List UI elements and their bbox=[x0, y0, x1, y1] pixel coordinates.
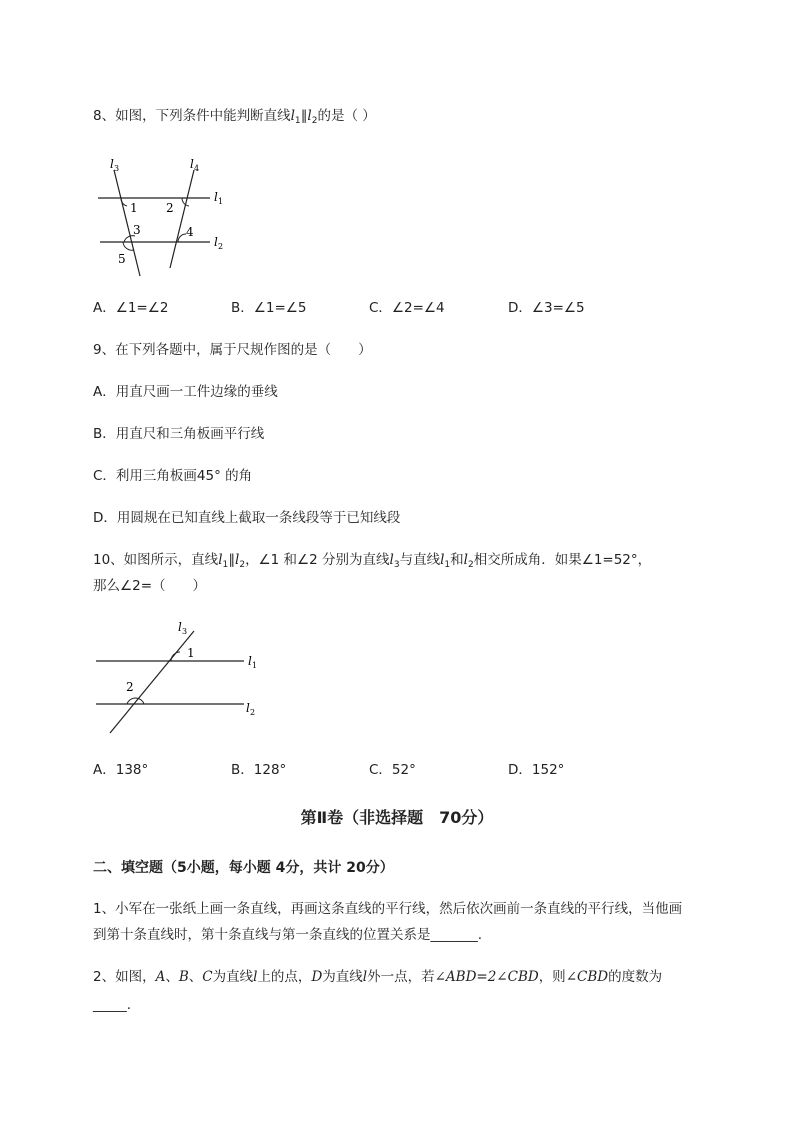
q10-angle-label-1: 1 bbox=[187, 646, 195, 660]
q8-angle-label-1: 1 bbox=[130, 201, 138, 215]
q8-figure bbox=[90, 150, 240, 280]
q10-label-l3-sub: 3 bbox=[182, 627, 188, 636]
q8-angle-label-2: 2 bbox=[166, 201, 174, 215]
q10-option-c: C．52° bbox=[369, 762, 416, 778]
f1-line1: 1、小军在一张纸上画一条直线，再画这条直线的平行线，然后依次画前一条直线的平行线，当他画 bbox=[93, 901, 683, 917]
q8-label-l1-sub: 1 bbox=[218, 197, 224, 206]
q10-figure bbox=[90, 615, 270, 745]
q8-line-l4 bbox=[170, 170, 194, 268]
q8-angle-label-4: 4 bbox=[186, 225, 194, 239]
q8-label-l3-sub: 3 bbox=[114, 164, 120, 173]
q8-angle-label-3: 3 bbox=[133, 223, 141, 237]
q8-label-l3: l bbox=[110, 157, 114, 171]
q8-option-d: D．∠3=∠5 bbox=[508, 300, 585, 316]
q10-option-d: D．152° bbox=[508, 762, 565, 778]
q8-angle-arc-1 bbox=[121, 198, 127, 206]
f1-line2: 到第十条直线时，第十条直线与第一条直线的位置关系是_______. bbox=[93, 927, 483, 943]
q8-label-l2: l bbox=[214, 235, 218, 249]
q9-option-a: A．用直尺画一工件边缘的垂线 bbox=[93, 384, 278, 400]
q8-option-c: C．∠2=∠4 bbox=[369, 300, 445, 316]
q10-label-l1: l bbox=[248, 654, 252, 668]
q8-label-l2-sub: 2 bbox=[218, 242, 224, 251]
q10-label-l2-sub: 2 bbox=[250, 708, 256, 717]
q8-stem: 8、如图，下列条件中能判断直线$l_1\parallel l_2$的是（ ） bbox=[93, 108, 376, 126]
q10-angle-arc-1 bbox=[171, 652, 180, 661]
q10-label-l2: l bbox=[246, 701, 250, 715]
q8-angle-label-5: 5 bbox=[118, 252, 126, 266]
q8-option-b: B．∠1=∠5 bbox=[231, 300, 307, 316]
q10-label-l3: l bbox=[178, 620, 182, 634]
q8-option-a: A．∠1=∠2 bbox=[93, 300, 169, 316]
q9-option-b: B．用直尺和三角板画平行线 bbox=[93, 426, 265, 442]
q9-option-c: C．利用三角板画45° 的角 bbox=[93, 468, 253, 484]
q10-angle-arc-2 bbox=[127, 698, 144, 704]
section-heading: 二、填空题（5小题，每小题 4分，共计 20分） bbox=[93, 860, 394, 876]
f2-line2: _____. bbox=[93, 997, 132, 1013]
q8-angle-arc-4 bbox=[178, 234, 186, 242]
q8-angle-arc-2 bbox=[182, 198, 189, 206]
q10-option-b: B．128° bbox=[231, 762, 287, 778]
q8-label-l1: l bbox=[214, 190, 218, 204]
q10-option-a: A．138° bbox=[93, 762, 149, 778]
q10-angle-label-2: 2 bbox=[126, 680, 134, 694]
q8-label-l4-sub: 4 bbox=[194, 164, 200, 173]
q9-option-d: D．用圆规在已知直线上截取一条线段等于已知线段 bbox=[93, 510, 401, 526]
q10-line-l3 bbox=[110, 631, 194, 733]
q10-stem-line2: 那么∠2=（ ） bbox=[93, 578, 207, 594]
q9-stem: 9、在下列各题中，属于尺规作图的是（ ） bbox=[93, 342, 372, 358]
q10-stem-line1: 10、如图所示，直线$l_1\parallel l_2$，∠1 和∠2 分别为直线$l_3$与直线$l_1$和$l_2$相交所成角．如果∠1=52°， bbox=[93, 552, 652, 570]
part2-title: 第Ⅱ卷（非选择题 70分） bbox=[300, 808, 494, 827]
q10-label-l1-sub: 1 bbox=[252, 661, 258, 670]
q8-label-l4: l bbox=[190, 157, 194, 171]
f2-line1: 2、如图，A、B、C为直线l上的点，D为直线l外一点，若∠ABD=2∠CBD，则∠CBD的度数为 bbox=[93, 969, 663, 985]
